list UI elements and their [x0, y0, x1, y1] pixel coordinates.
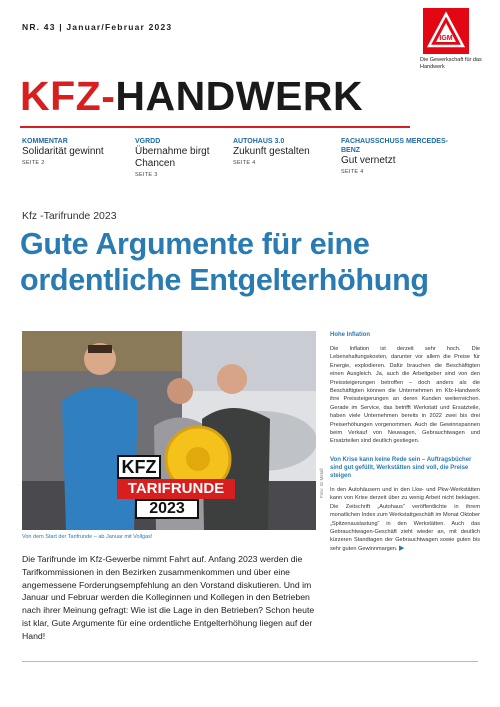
- sidebar-heading-krise: Von Krise kann keine Rede sein – Auftragsbücher sind gut gefüllt, Werkstätten sind voll, die Preise steigen: [330, 456, 472, 479]
- teaser-fachausschuss[interactable]: [341, 137, 451, 175]
- photo-credit: Foto: IG Metall: [319, 468, 324, 498]
- teaser-title: KOMMENTAR: [22, 138, 68, 145]
- sidebar-paragraph-2-text: In den Autohäusern und in den Lkw- und Pkw-Werkstätten kann von Krise derzeit über zu wenig Arbeit nicht beklagen. Die Zeitschrift „Autohaus“ veröffentlichte in ihrem monatlichen Index zum Werkstattgeschäft im Monat Oktober „Spitzenauslastung“ in den Werkstätten. Auch das Gebrauchtwagen-Geschäft zieht wieder an, mit deutlich kürzeren Standtagen der Gebrauchtwagen sowie guten bis sehr guten Gewinnmargen.: [330, 486, 480, 552]
- sign-kfz: KFZ: [117, 455, 161, 479]
- teaser-autohaus[interactable]: [233, 137, 323, 166]
- photo-caption: Von dem Start der Tarifrunde – ab Januar mit Vollgas!: [22, 534, 153, 540]
- teaser-subtitle: Gut vernetzt: [341, 155, 396, 166]
- continue-arrow-icon[interactable]: ▶: [399, 544, 405, 552]
- sidebar-paragraph-1: Die Inflation ist derzeit sehr hoch. Die Lebenshaltungskosten, darunter vor allem die Preise für Energie, explodieren. Dafür brauchen die Beschäftigten einen Ausgleich. Ja, auch die Arbeitgeber sind von den Preissteigerungen betroffen – doch anders als die Beschäftigten können die Unternehmen im Kfz-Handwerk ihre Preissteigerungen an deren Kunden weiterreichen. Gerade im Service, das betrifft Werkstatt und Ersatzteile, haben viele Unternehmen bereits in 2022 zwei bis drei Preiserhöhungen vorgenommen. Auch die Gewinnspannen beim Verkauf von Neuwagen, Gebrauchtwagen und Ersatzteilen sind deutlich gestiegen.: [330, 346, 480, 445]
- article-photo: [22, 331, 316, 530]
- teaser-title: FACHAUSSCHUSS MERCEDES-BENZ: [341, 138, 448, 154]
- teaser-vgrdd[interactable]: [135, 137, 225, 178]
- masthead-part2: HANDWERK: [115, 73, 364, 119]
- teaser-page: SEITE 3: [135, 172, 158, 178]
- article-rubric: Kfz -Tarifrunde 2023: [22, 210, 117, 222]
- issue-line: NR. 43 | Januar/Februar 2023: [22, 22, 173, 32]
- masthead-rule: [20, 126, 410, 128]
- logo-caption: Die Gewerkschaft für das Handwerk: [420, 57, 482, 70]
- logo-triangle-icon: [426, 11, 466, 51]
- sidebar-heading-inflation: Hohe Inflation: [330, 332, 370, 338]
- masthead: [20, 73, 364, 119]
- article-headline: Gute Argumente für eine ordentliche Entgelterhöhung: [20, 227, 429, 297]
- teaser-subtitle: Zukunft gestalten: [233, 146, 310, 157]
- tarifrunde-sign: [117, 455, 235, 519]
- teaser-title: AUTOHAUS 3.0: [233, 138, 285, 145]
- teaser-page: SEITE 4: [341, 169, 364, 175]
- article-lead: Die Tarifrunde im Kfz-Gewerbe nimmt Fahrt auf. Anfang 2023 werden die Tarifkommissionen in den Bezirken zusammenkommen und über eine angemessene Forderungsempfehlung an den Vorstand diskutieren. Und im Januar und Februar werden die Kolleginnen und Kollegen in den Betrieben nach ihrer Meinung gefragt: Wie ist die Lage in den Betrieben? Schon heute ist klar, Gute Argumente für eine ordentliche Entgelterhöhung liegen auf der Hand!: [22, 554, 315, 641]
- teaser-subtitle: Übernahme birgt Chancen: [135, 146, 210, 169]
- teaser-title: VGRDD: [135, 138, 161, 145]
- logo-text: IGM: [439, 35, 453, 42]
- sidebar-paragraph-2: [330, 486, 480, 553]
- sign-tarifrunde: TARIFRUNDE: [117, 479, 235, 499]
- sign-year: 2023: [135, 499, 199, 519]
- sidebar-column: [330, 331, 480, 553]
- bottom-rule: [22, 661, 478, 662]
- teaser-subtitle: Solidarität gewinnt: [22, 146, 104, 157]
- teaser-page: SEITE 2: [22, 160, 45, 166]
- teaser-page: SEITE 4: [233, 160, 256, 166]
- teaser-kommentar[interactable]: [22, 137, 122, 166]
- masthead-part1: KFZ-: [20, 73, 116, 119]
- igmetall-logo: [423, 8, 469, 54]
